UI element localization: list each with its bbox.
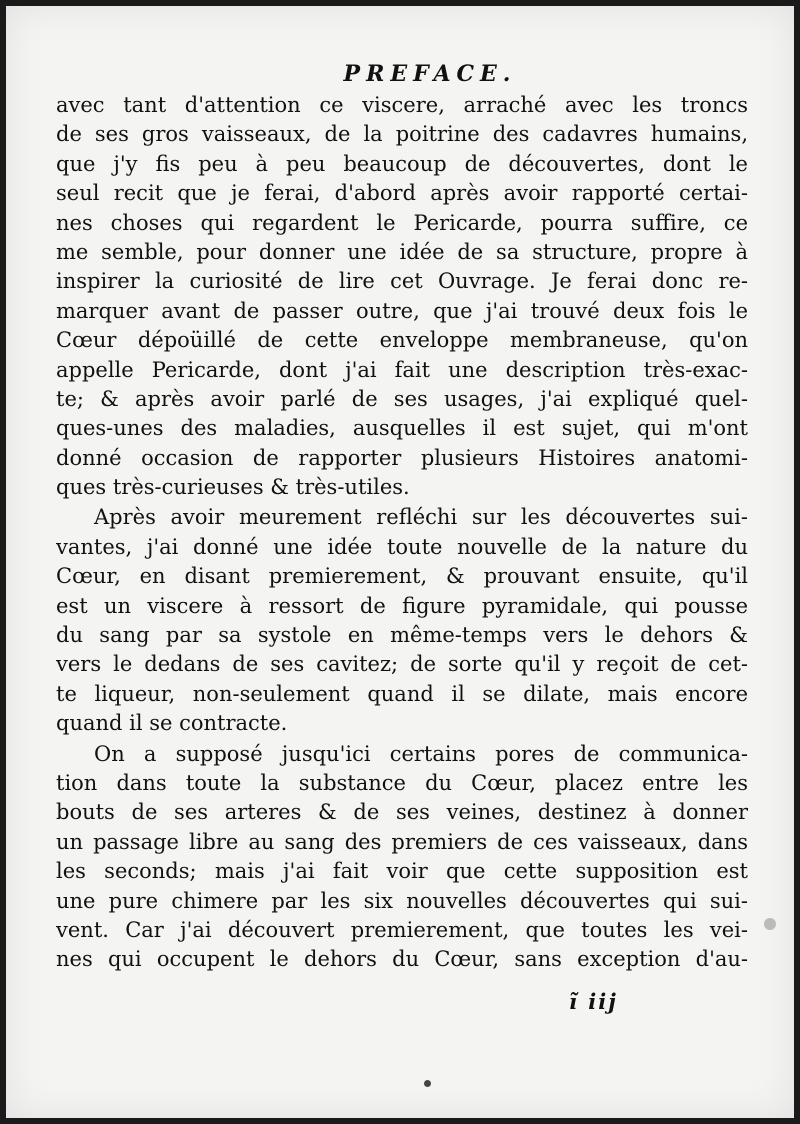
text-line: te; & après avoir parlé de ses usages, j'ai expliqué quel- <box>56 386 748 411</box>
text-line: avec tant d'attention ce viscere, arraché avec les troncs <box>56 93 748 117</box>
text-line: donné occasion de rapporter plusieurs Histoires anatomi- <box>56 445 748 470</box>
text-line: seul recit que je ferai, d'abord après avoir rapporté certai- <box>56 181 748 206</box>
text-line: vent. Car j'ai découvert premierement, que toutes les vei- <box>56 917 748 942</box>
text-line: Après avoir meurement refléchi sur les découvertes sui- <box>94 505 748 530</box>
text-line: ques-unes des maladies, ausquelles il est sujet, qui m'ont <box>56 416 748 441</box>
text-line: du sang par sa systole en même-temps vers le dehors & <box>56 623 748 648</box>
text-line: vers le dedans de ses cavitez; de sorte qu'il y reçoit de cet- <box>56 652 748 677</box>
text-line: Cœur, en disant premierement, & prouvant ensuite, qu'il <box>56 564 748 589</box>
signature-mark: ĩ iij <box>569 989 618 1014</box>
text-line: nes qui occupent le dehors du Cœur, sans exception d'au- <box>56 947 748 972</box>
book-page <box>6 6 794 1118</box>
text-line: que j'y fis peu à peu beaucoup de découvertes, dont le <box>56 151 748 176</box>
text-line: marquer avant de passer outre, que j'ai trouvé deux fois le <box>56 298 748 323</box>
text-line: Cœur dépoüillé de cette enveloppe membraneuse, qu'on <box>56 328 748 353</box>
text-line: un passage libre au sang des premiers de ces vaisseaux, dans <box>56 829 748 854</box>
text-line: nes choses qui regardent le Pericarde, pourra suffire, ce <box>56 210 748 235</box>
ink-speck <box>764 918 776 930</box>
text-line: bouts de ses arteres & de ses veines, destinez à donner <box>56 800 748 825</box>
running-head: PREFACE. <box>343 61 517 87</box>
text-line: les seconds; mais j'ai fait voir que cette supposition est <box>56 859 748 884</box>
text-line: inspirer la curiosité de lire cet Ouvrage. Je ferai donc re- <box>56 269 748 294</box>
text-line: On a supposé jusqu'ici certains pores de communica- <box>94 741 748 766</box>
text-line: appelle Pericarde, dont j'ai fait une description très-exac- <box>56 357 748 382</box>
text-line: de ses gros vaisseaux, de la poitrine des cadavres humains, <box>56 122 748 147</box>
text-line: est un viscere à ressort de figure pyramidale, qui pousse <box>56 593 748 618</box>
text-line: quand il se contracte. <box>56 711 288 736</box>
text-line: me semble, pour donner une idée de sa structure, propre à <box>56 239 748 264</box>
text-line: une pure chimere par les six nouvelles découvertes qui sui- <box>56 888 748 913</box>
ink-speck <box>424 1080 431 1087</box>
text-line: ques très-curieuses & très-utiles. <box>56 475 410 500</box>
text-line: vantes, j'ai donné une idée toute nouvelle de la nature du <box>56 534 748 559</box>
body-text <box>56 91 748 975</box>
text-line: tion dans toute la substance du Cœur, placez entre les <box>56 770 748 795</box>
text-line: te liqueur, non-seulement quand il se dilate, mais encore <box>56 681 748 706</box>
